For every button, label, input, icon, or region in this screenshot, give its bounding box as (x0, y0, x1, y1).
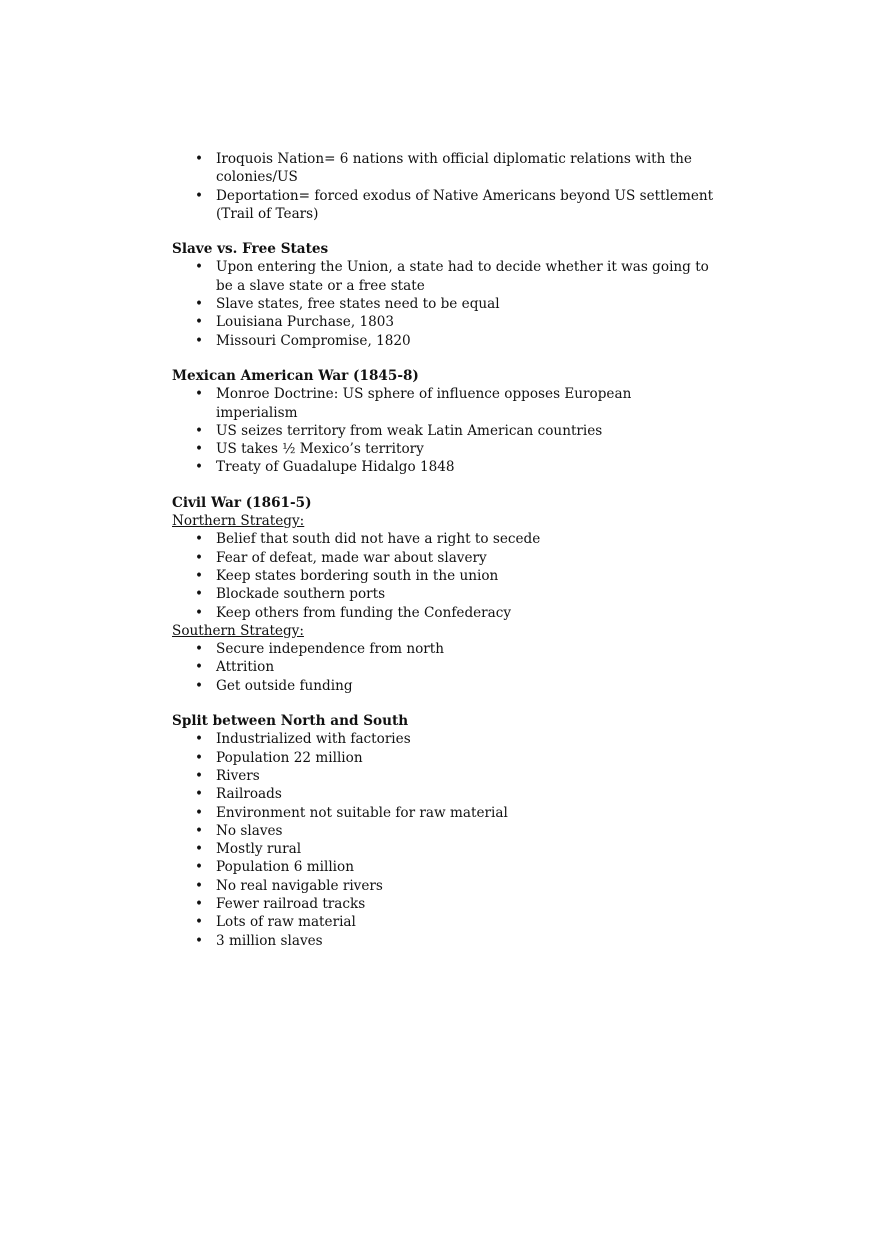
notes-content (172, 150, 717, 950)
northern-strategy-list (172, 530, 717, 621)
section-gap (172, 350, 717, 367)
section-heading-mexican-war: Mexican American War (1845-8) (172, 367, 419, 384)
list-item: • Lots of raw material (172, 913, 717, 931)
list-item: • Get outside funding (172, 677, 717, 695)
list-item: • Industrialized with factories (172, 730, 717, 748)
list-item: • US takes ½ Mexico’s territory (172, 440, 717, 458)
list-item: • Fewer railroad tracks (172, 895, 717, 913)
northern-strategy-label: Northern Strategy: (172, 513, 305, 530)
list-item: • Secure independence from north (172, 640, 717, 658)
list-item: • No slaves (172, 822, 717, 840)
list-item: • Keep others from funding the Confederacy (172, 604, 717, 622)
section-gap (172, 695, 717, 712)
list-item: • Blockade southern ports (172, 585, 717, 603)
intro-list (172, 150, 717, 223)
list-item: • Missouri Compromise, 1820 (172, 332, 717, 350)
list-item: • US seizes territory from weak Latin American countries (172, 422, 717, 440)
list-item: • Rivers (172, 767, 717, 785)
section-heading-split: Split between North and South (172, 713, 409, 730)
list-item: • Railroads (172, 785, 717, 803)
section-gap (172, 477, 717, 494)
list-item: • Fear of defeat, made war about slavery (172, 549, 717, 567)
list-item: • 3 million slaves (172, 932, 717, 950)
southern-strategy-label: Southern Strategy: (172, 622, 304, 639)
list-item: • Population 22 million (172, 749, 717, 767)
list-item: • Upon entering the Union, a state had to decide whether it was going to be a slave state or a free state (172, 258, 717, 295)
section-gap (172, 223, 717, 240)
southern-strategy-list (172, 640, 717, 695)
section-heading-slave-free: Slave vs. Free States (172, 241, 329, 258)
list-item: • No real navigable rivers (172, 877, 717, 895)
section-heading-civil-war: Civil War (1861-5) (172, 494, 312, 511)
list-item: • Iroquois Nation= 6 nations with official diplomatic relations with the colonies/US (172, 150, 717, 187)
list-item: • Environment not suitable for raw material (172, 804, 717, 822)
list-item: • Treaty of Guadalupe Hidalgo 1848 (172, 458, 717, 476)
list-item: • Population 6 million (172, 858, 717, 876)
list-item: • Belief that south did not have a right to secede (172, 530, 717, 548)
split-list (172, 730, 717, 950)
list-item: • Slave states, free states need to be equal (172, 295, 717, 313)
list-item: • Attrition (172, 658, 717, 676)
list-item: • Mostly rural (172, 840, 717, 858)
slave-free-list (172, 258, 717, 349)
list-item: • Louisiana Purchase, 1803 (172, 313, 717, 331)
list-item: • Monroe Doctrine: US sphere of influence opposes European imperialism (172, 385, 717, 422)
mexican-war-list (172, 385, 717, 476)
list-item: • Deportation= forced exodus of Native Americans beyond US settlement (Trail of Tears) (172, 187, 717, 224)
list-item: • Keep states bordering south in the union (172, 567, 717, 585)
